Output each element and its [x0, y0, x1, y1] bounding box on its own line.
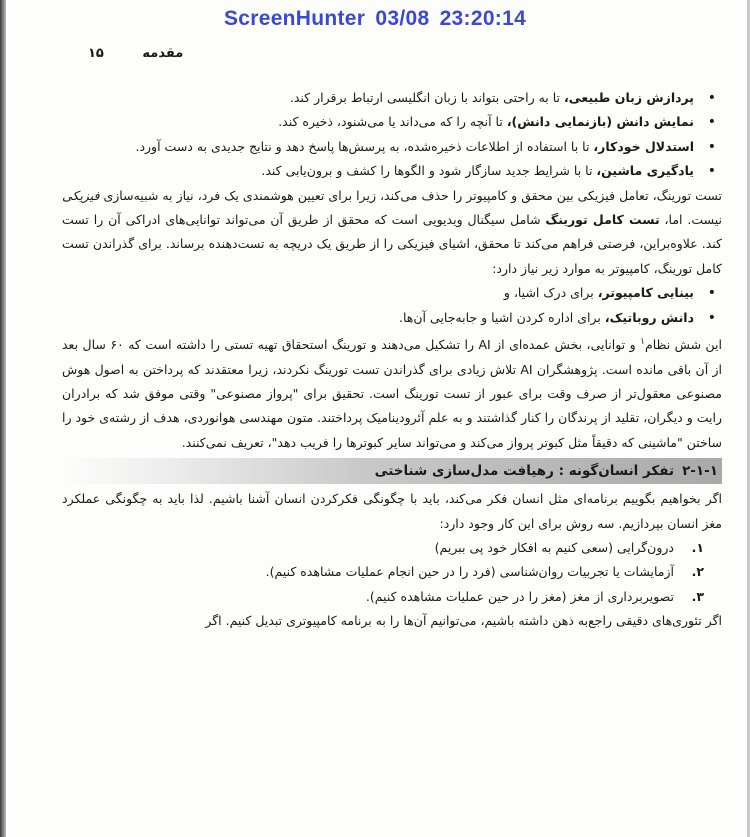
list-item-term: استدلال خودکار،	[593, 138, 694, 154]
paragraph-text: تست تورینگ، تعامل فیزیکی بین محقق و کامپیوتر را حذف می‌کند، زیرا برای تعیین هوشمندی یک فرد، نیاز به شبیه‌سازی	[99, 187, 722, 203]
paragraph-term: تست کامل تورینگ	[545, 212, 660, 228]
list-item	[62, 585, 722, 609]
paragraph-text: شامل سیگنال ویدیویی است که محقق از طریق آن می‌تواند توانایی‌های ادراکی آن را تست کند. علاوه‌براین، فرصتی فراهم می‌کند تا محقق، اشیای فیزیکی را از طریق یک دریچه به تست‌دهنده برساند. برای گذراندن تست کامل تورینگ، کامپیوتر به موارد زیر نیاز دارد:	[62, 212, 722, 276]
paragraph-theories: اگر تئوری‌های دقیقی راجع‌به ذهن داشته باشیم، می‌توانیم آن‌ها را به برنامه کامپیوتری تبدیل کنیم. اگر	[205, 613, 722, 629]
footnote-marker[interactable]: ۱	[640, 337, 645, 348]
paragraph-cognitive-modeling: اگر بخواهیم بگوییم برنامه‌ای مثل انسان فکر می‌کند، باید با چگونگی فکرکردن انسان آشنا باشیم. لذا باید به چگونگی عملکرد مغز انسان بپردازیم. سه روش برای این کار وجود دارد:	[62, 491, 722, 531]
paragraph-six-disciplines	[62, 330, 722, 455]
running-head	[88, 46, 183, 61]
list-item-number: ۱.	[691, 540, 704, 556]
list-item	[62, 536, 722, 560]
list-item-text: برای درک اشیا، و	[503, 285, 598, 301]
list-item-term: بینایی کامپیوتر،	[597, 285, 694, 301]
list-item-text: آزمایشات یا تجربیات روان‌شناسی (فرد را در حین انجام عملیات مشاهده کنیم).	[265, 564, 674, 580]
list-item-term: دانش روباتیک،	[604, 309, 694, 325]
list-item-number: ۲.	[691, 564, 704, 580]
list-item-number: ۳.	[691, 588, 704, 604]
list-item-text: تا با استفاده از اطلاعات ذخیره‌شده، به پرسش‌ها پاسخ دهد و نتایج جدیدی به دست آورد.	[135, 138, 594, 154]
total-turing-list	[62, 281, 722, 330]
methods-list	[62, 536, 722, 609]
ai-capabilities-list	[62, 86, 722, 184]
section-heading	[62, 458, 722, 484]
page-number: ۱۵	[88, 46, 104, 61]
list-item-term: یادگیری ماشین،	[596, 163, 694, 179]
list-item	[62, 159, 722, 183]
paragraph-turing-test	[62, 184, 722, 282]
list-item-text: تا به راحتی بتواند با زبان انگلیسی ارتباط برقرار کند.	[289, 90, 564, 105]
list-item	[62, 135, 722, 159]
list-item	[62, 560, 722, 584]
list-item-term: پردازش زبان طبیعی،	[564, 90, 694, 105]
section-number: ۲-۱-۱	[682, 463, 718, 480]
list-item	[62, 281, 722, 305]
paragraph-emphasis: فیزیکی	[62, 187, 100, 203]
running-head-section: مقدمه	[142, 46, 184, 61]
page-body	[62, 86, 722, 634]
list-item-text: تا با شرایط جدید سازگار شود و الگوها را کشف و برون‌یابی کند.	[261, 163, 597, 179]
list-item	[62, 86, 722, 110]
section-title: تفکر انسان‌گونه : رهیافت مدل‌سازی شناختی	[374, 463, 675, 480]
list-item-text: تصویربرداری از مغز (مغز را در حین عملیات مشاهده کنیم).	[365, 588, 674, 604]
paragraph-text: و توانایی، بخش عمده‌ای از AI را تشکیل می‌دهند و تورینگ استحقاق تهیه تستی را داشته است که ۶۰ سال بعد از آن باقی مانده است. پژوهشگران AI تلاش زیادی برای گذراندن تست تورینگ نکردند، زیرا معتقدند که پرداختن به اصول هوش مصنوعی معقول‌تر از صرف وقت برای عبور از تست تورینگ است. تحقیق برای "پرواز مصنوعی" وقتی موفق شد که برادران رایت و دیگران، تقلید از پرندگان را کنار گذاشتند و به علم آئرودینامیک پرداختند. متون مهندسی هوانوردی، هدف از رشته‌ی خود را ساختن "ماشینی که دقیقاً مثل کبوتر پرواز می‌کند و می‌تواند سایر کبوترها را فریب دهد"، تعریف نمی‌کنند.	[62, 337, 722, 450]
list-item-text: برای اداره کردن اشیا و جابه‌جایی آن‌ها.	[398, 309, 605, 325]
list-item	[62, 306, 722, 330]
paragraph-text: این شش نظام	[644, 337, 723, 353]
screenhunter-watermark: ScreenHunter 03/08 23:20:14	[223, 7, 527, 30]
list-item-term: نمایش دانش (بازنمایی دانش)،	[506, 114, 694, 130]
list-item	[62, 110, 722, 134]
paragraph-text: نیست. اما،	[659, 212, 722, 228]
list-item-text: تا آنچه را که می‌داند یا می‌شنود، ذخیره کند.	[278, 114, 507, 130]
scan-left-edge	[0, 0, 6, 837]
list-item-text: درون‌گرایی (سعی کنیم به افکار خود پی ببریم)	[434, 540, 674, 556]
